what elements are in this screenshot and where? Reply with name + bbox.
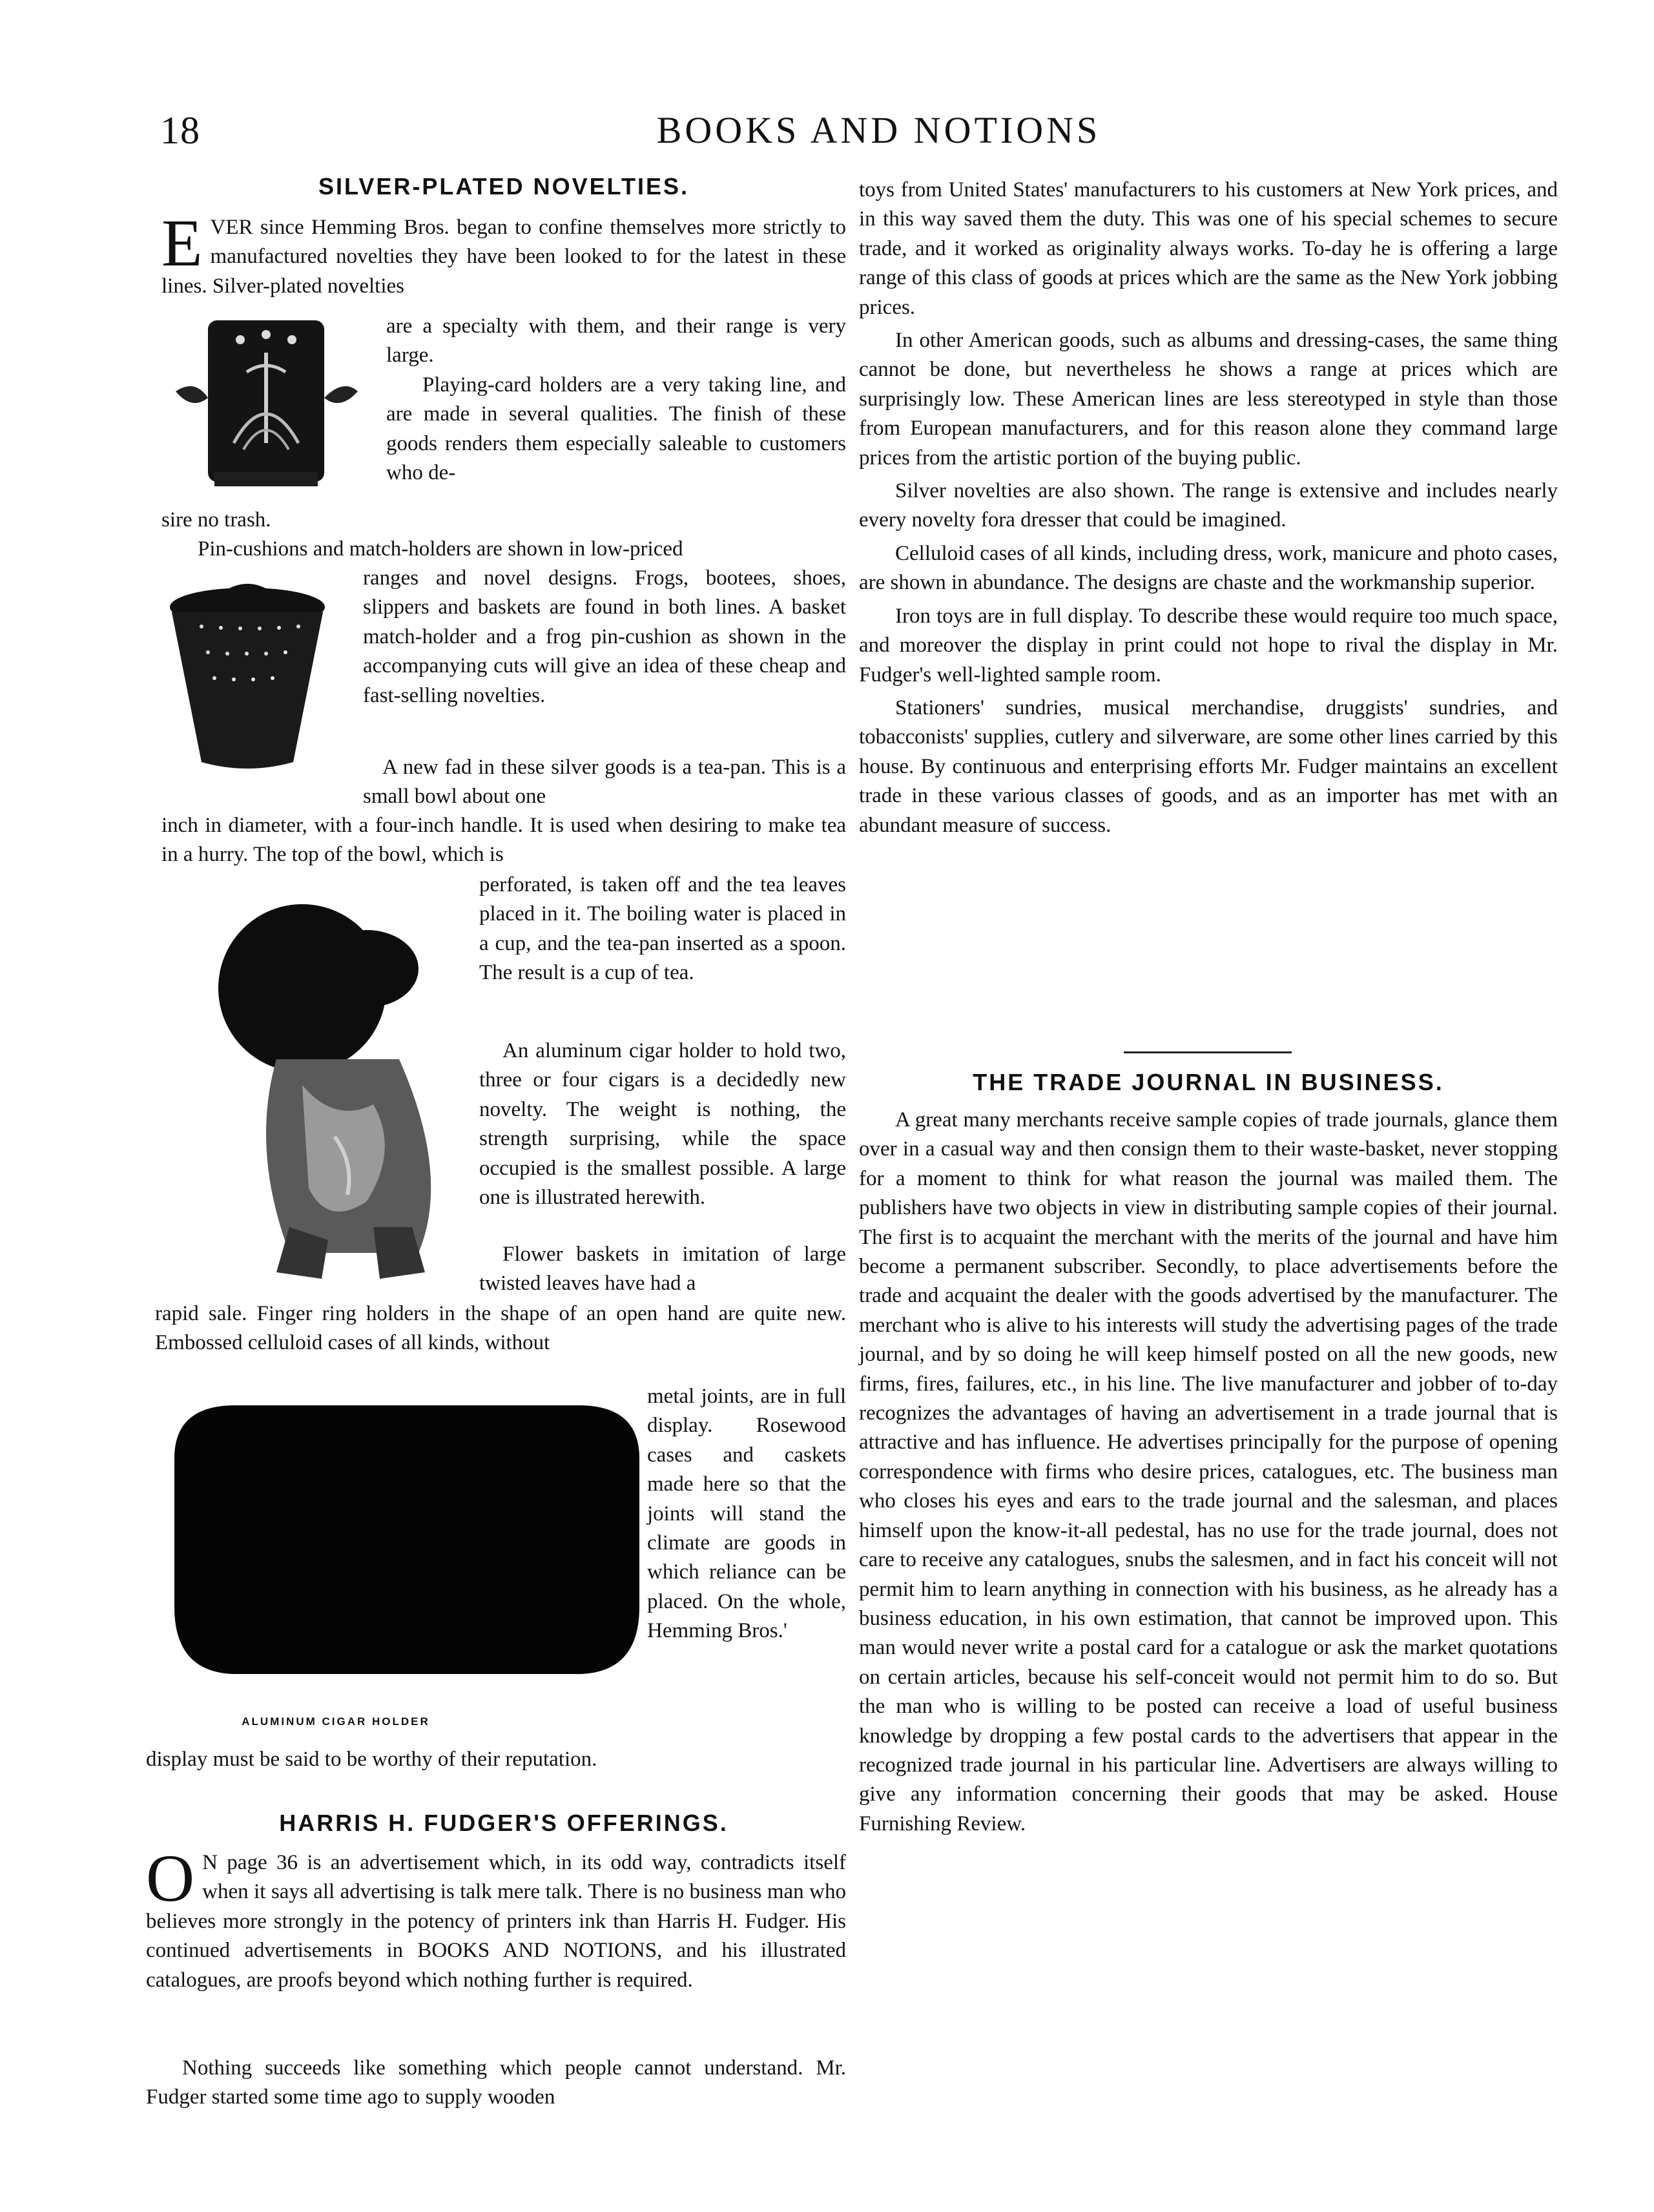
silver-p5-wrap: An aluminum cigar holder to hold two, three or four cigars is a decidedly new novelty. The weight is nothing, the strength surprising, while the space occupied is the smallest possible. A large one is illustrated herewith. [479, 1039, 846, 1210]
card-holder-illustration [169, 314, 363, 499]
silver-p1-wrap: are a specialty with them, and their range is very large. [386, 315, 846, 367]
article-title-silver-plated: SILVER-PLATED NOVELTIES. [318, 173, 690, 200]
trade-journal-p1: A great many merchants receive sample copies of trade journals, glance them over in a casual way and then consign them to their waste-basket, never stopping for a moment to think for what reason the journal was mailed them. The publishers have two objects in view in distributing sample copies of their journal. The first is to acquaint the merchant with the merits of the journal and have him become a permanent subscriber. Secondly, to place advertisements before the trade and acquaint the dealer with the goods advertised by the manufacturer. The merchant who is alive to his interests will study the advertising pages of the trade journal, and by so doing he will keep himself posted on all the new goods, new firms, fires, failures, etc., in his line. The live manufacturer and jobber of to-day recognizes the advantages of having an advertisement in a trade journal that is attractive and has influence. He advertises principally for the purpose of opening correspondence with firms who desire prices, catalogues, etc. The business man who closes his eyes and ears to the trade journal and the salesman, and places himself upon the know-it-all pedestal, has no use for the trade journal, does not care to receive any catalogues, snubs the salesmen, and in fact his conceit will not permit him to learn anything in connection with his business, as he already has a business education, in his own estimation, that cannot be improved upon. This man would never write a postal card for a catalogue or ask the market quotations on certain articles, because his self-conceit would not permit him to do so. But the man who is willing to be posted can receive a load of useful business knowledge by dropping a few postal cards to the advertisers that appear in the recognized trade journal in his particular line. Advertisers are always willing to give any information concerning their goods that may be asked. House Furnishing Review. [859, 1108, 1558, 1835]
fudger-continued: toys from United States' manufacturers to his customers at New York prices, and in this way saved them the duty. This was one of his special schemes to secure trade, and it worked as originality always works. To-day he is offering a large range of this class of goods at prices which are the same as the New York jobbing prices. [859, 178, 1558, 319]
cigar-holder-illustration [161, 1400, 645, 1704]
fudger-p7: Stationers' sundries, musical merchandise, druggists' sundries, and tobacconists' supplies, cutlery and silverware, are some other lines carried by this house. By continuous and enterprising efforts Mr. Fudger maintains an excellent trade in these various classes of goods, and as an importer has met with an abundant measure of success. [859, 696, 1558, 837]
article-title-trade-journal: THE TRADE JOURNAL IN BUSINESS. [973, 1069, 1444, 1095]
silver-p6-full: rapid sale. Finger ring holders in the shape of an open hand are quite new. Embossed celluloid cases of all kinds, without [155, 1302, 846, 1355]
fudger-p1-text: N page 36 is an advertisement which, in its odd way, contradicts itself when it says all advertising is talk mere talk. There is no business man who believes more strongly in the potency of printers ink than Harris H. Fudger. His continued advertisements in BOOKS AND NOTIONS, and his illustrated catalogues, are proofs beyond which nothing further is required. [146, 1851, 846, 1992]
silver-p4-full: inch in diameter, with a four-inch handle. It is used when desiring to make tea in a hurry. The top of the bowl, which is [161, 814, 846, 867]
drop-cap-o: O [146, 1841, 195, 1916]
trade-journal-body [859, 1106, 1558, 1839]
running-title: BOOKS AND NOTIONS [656, 109, 1101, 151]
cigar-holder-caption: ALUMINUM CIGAR HOLDER [242, 1715, 430, 1728]
page-number: 18 [160, 109, 200, 152]
silver-p6-wrap2: metal joints, are in full display. Rosewood cases and caskets made here so that the joints will stand the climate are goods in which reliance can be placed. On the whole, Hemming Bros.' [647, 1385, 846, 1643]
drop-cap-e: E [161, 206, 203, 280]
silver-p2-end: sire no trash. [161, 508, 271, 532]
silver-p6-wrap: Flower baskets in imitation of large twisted leaves have had a [479, 1243, 846, 1296]
silver-intro [161, 206, 846, 301]
article-title-fudger: HARRIS H. FUDGER'S OFFERINGS. [279, 1810, 729, 1836]
silver-p4-wrap: A new fad in these silver goods is a tea-pan. This is a small bowl about one [363, 756, 846, 809]
frog-pin-cushion-illustration [205, 891, 464, 1292]
basket-match-holder-illustration [163, 581, 332, 774]
silver-p4-wrap2: perforated, is taken off and the tea leaves placed in it. The boiling water is placed in a cup, and the tea-pan inserted as a spoon. The result is a cup of tea. [479, 873, 846, 985]
fudger-p2: Nothing succeeds like something which people cannot understand. Mr. Fudger started some time ago to supply wooden [146, 2056, 846, 2109]
silver-p2-wrap: Playing-card holders are a very taking line, and are made in several qualities. The finish of these goods renders them especially saleable to customers who de- [386, 373, 846, 485]
fudger-p5: Celluloid cases of all kinds, including dress, work, manicure and photo cases, are shown in abundance. The designs are chaste and the workmanship superior. [859, 541, 1558, 595]
right-column-top [859, 176, 1558, 840]
silver-p3-wrap: ranges and novel designs. Frogs, bootees, shoes, slippers and baskets are found in both lines. A basket match-holder and a frog pin-cushion as shown in the accompanying cuts will give an idea of these cheap and fast-selling novelties. [363, 566, 846, 707]
fudger-p4: Silver novelties are also shown. The range is extensive and includes nearly every novelty fora dresser that could be imagined. [859, 479, 1558, 532]
fudger-p3: In other American goods, such as albums and dressing-cases, the same thing cannot be done, but nevertheless he shows a range at prices which are surprisingly low. These American lines are less stereotyped in style than those from European manufacturers, and for this reason alone they command large prices from the artistic portion of the buying public. [859, 329, 1558, 470]
fudger-p1 [146, 1841, 846, 1995]
silver-p1-lead: VER since Hemming Bros. began to confine themselves more strictly to manufactured novelties they have been looked to for the latest in these lines. Silver-plated novelties [161, 216, 846, 298]
fudger-p6: Iron toys are in full display. To describe these would require too much space, and moreover the display in print could not hope to rival the display in Mr. Fudger's well-lighted sample room. [859, 604, 1558, 687]
section-divider [1124, 1051, 1292, 1053]
silver-p6-end: display must be said to be worthy of their reputation. [146, 1748, 597, 1771]
silver-p3-lead: Pin-cushions and match-holders are shown in low-priced [198, 537, 683, 561]
